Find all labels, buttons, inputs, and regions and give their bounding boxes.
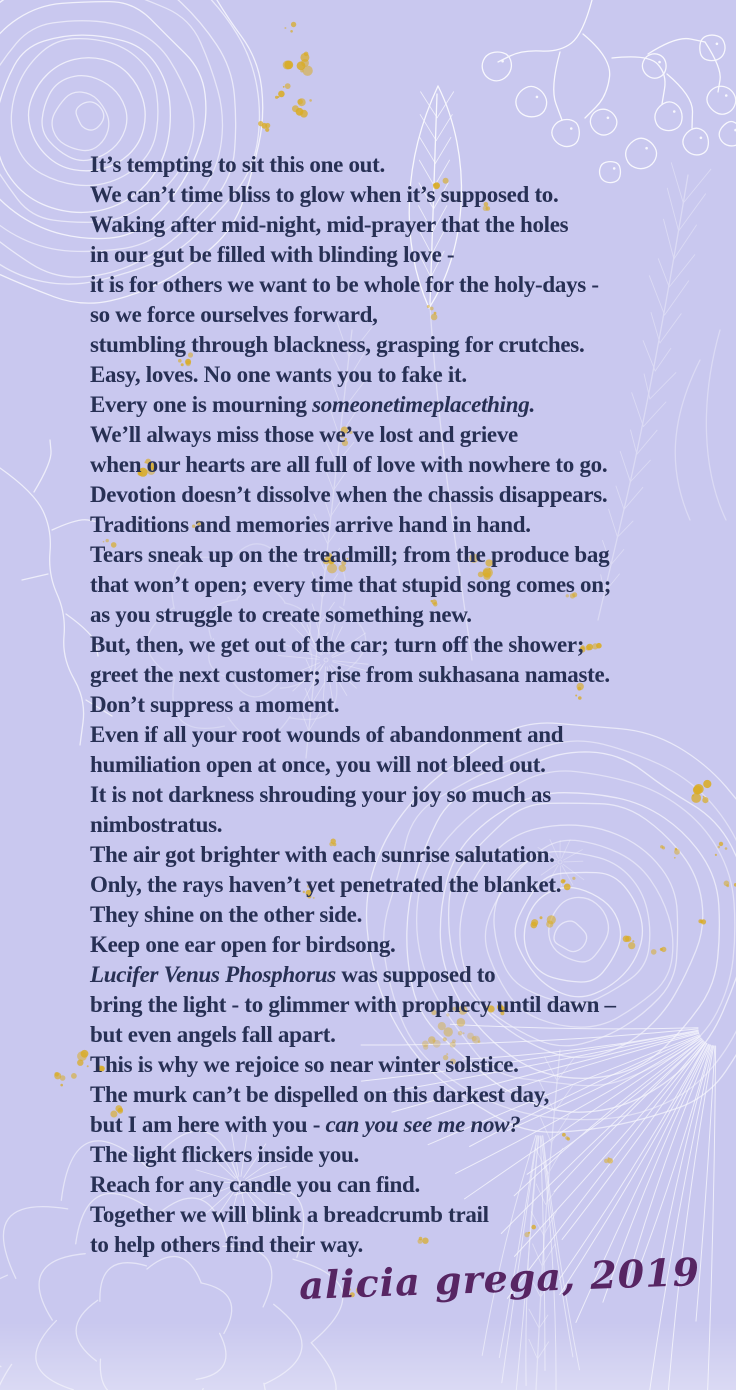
poem-line: Waking after mid-night, mid-prayer that the holes [90,212,569,237]
poem-line: The murk can’t be dispelled on this darkest day, [90,1082,550,1107]
poem-line: to help others find their way. [90,1232,363,1257]
poem [90,150,730,1260]
poem-line: They shine on the other side. [90,902,363,927]
poem-line: But, then, we get out of the car; turn off the shower; [90,632,585,657]
poem-line: Tears sneak up on the treadmill; from the produce bag [90,542,610,567]
poem-line: bring the light - to glimmer with prophecy until dawn – [90,992,616,1017]
poem-line: Together we will blink a breadcrumb trail [90,1202,489,1227]
poem-line: The light flickers inside you. [90,1142,359,1167]
poem-line: in our gut be filled with blinding love - [90,242,455,267]
poem-line: This is why we rejoice so near winter solstice. [90,1052,519,1077]
poem-line: so we force ourselves forward, [90,302,378,327]
poem-line: Devotion doesn’t dissolve when the chassis disappears. [90,482,608,507]
poem-line: it is for others we want to be whole for the holy-days - [90,272,599,297]
author-signature: alicia grega, 2019 [298,1249,701,1308]
poem-line: humiliation open at once, you will not bleed out. [90,752,546,777]
poem-line: Don’t suppress a moment. [90,692,340,717]
poem-line: as you struggle to create something new. [90,602,472,627]
poem-line: Traditions and memories arrive hand in hand. [90,512,531,537]
poem-line: Reach for any candle you can find. [90,1172,420,1197]
poem-line: Lucifer Venus Phosphorus was supposed to [90,962,496,987]
poem-line: Keep one ear open for birdsong. [90,932,396,957]
poem-line: We’ll always miss those we’ve lost and grieve [90,422,518,447]
poem-line: It is not darkness shrouding your joy so much as [90,782,551,807]
poem-line: The air got brighter with each sunrise salutation. [90,842,555,867]
poem-line: nimbostratus. [90,812,223,837]
poem-line: that won’t open; every time that stupid song comes on; [90,572,612,597]
poem-line: Every one is mourning someonetimeplacething. [90,392,535,417]
poem-line: It’s tempting to sit this one out. [90,152,385,177]
poem-line: Easy, loves. No one wants you to fake it. [90,362,467,387]
poem-line: Even if all your root wounds of abandonment and [90,722,564,747]
poem-line: stumbling through blackness, grasping for crutches. [90,332,585,357]
poem-line: but I am here with you - can you see me now? [90,1112,521,1137]
poem-line: greet the next customer; rise from sukhasana namaste. [90,662,610,687]
poem-line: but even angels fall apart. [90,1022,336,1047]
poem-line: Only, the rays haven’t yet penetrated the blanket. [90,872,562,897]
poem-line: when our hearts are all full of love with nowhere to go. [90,452,608,477]
poem-line: We can’t time bliss to glow when it’s supposed to. [90,182,559,207]
